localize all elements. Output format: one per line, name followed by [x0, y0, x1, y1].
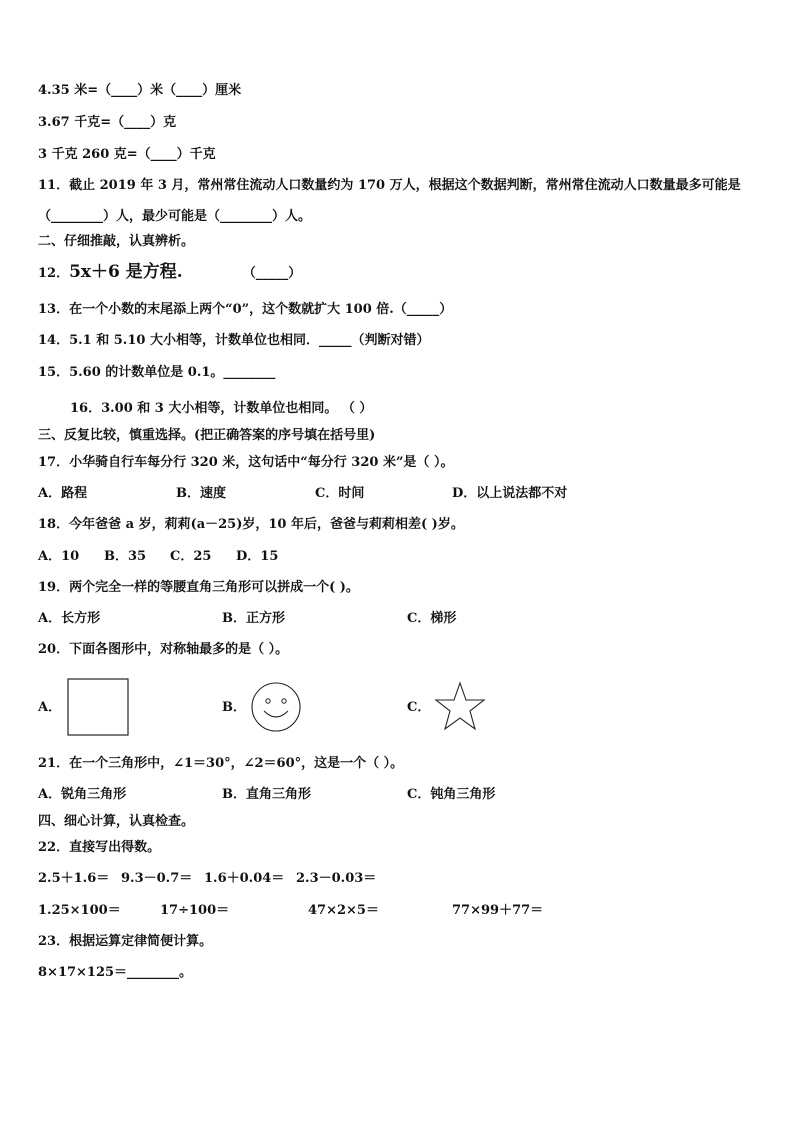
- question-12-number: 12．: [38, 266, 70, 281]
- q21-option-c: C．钝角三角形: [407, 787, 496, 802]
- question-19: 19．两个完全一样的等腰直角三角形可以拼成一个( )。: [38, 580, 359, 595]
- q17-option-a: A．路程: [38, 486, 88, 501]
- q18-option-d: D．15: [236, 549, 279, 564]
- q20-option-a: A．: [38, 700, 62, 715]
- question-22: 22．直接写出得数。: [38, 840, 161, 855]
- q19-option-a: A．长方形: [38, 611, 101, 626]
- q21-option-a: A．锐角三角形: [38, 787, 127, 802]
- question-12-blank: （_____）: [242, 266, 302, 281]
- line-kg-gram-conversion: 3 千克 260 克=（____）千克: [38, 147, 216, 162]
- question-16: 16．3.00 和 3 大小相等，计数单位也相同。 （ ）: [70, 401, 373, 416]
- q19-option-c: C．梯形: [407, 611, 457, 626]
- calc-item: 47×2×5＝: [308, 903, 379, 918]
- question-21: 21．在一个三角形中，∠1＝30°，∠2＝60°，这是一个（ ）。: [38, 756, 404, 771]
- question-15: 15．5.60 的计数单位是 0.1。________: [38, 365, 276, 380]
- q17-option-b: B．速度: [176, 486, 226, 501]
- section-4-heading: 四、细心计算，认真检查。: [38, 814, 195, 829]
- calc-item: 77×99＋77＝: [452, 903, 544, 918]
- q17-option-c: C．时间: [315, 486, 365, 501]
- square-icon: [66, 677, 130, 737]
- line-kilogram-conversion: 3.67 千克=（____）克: [38, 115, 177, 130]
- question-11-line2: （________）人，最少可能是（________）人。: [38, 209, 312, 224]
- question-11-line1: 11．截止 2019 年 3 月，常州常住流动人口数量约为 170 万人，根据这个数据判断，常州常住流动人口数量最多可能是: [38, 178, 741, 193]
- calc-item: 17÷100＝: [160, 903, 230, 918]
- question-20: 20．下面各图形中，对称轴最多的是（ ）。: [38, 642, 289, 657]
- question-23-expression: 8×17×125＝________。: [38, 965, 193, 980]
- calc-item: 9.3－0.7＝: [121, 871, 193, 886]
- question-18: 18．今年爸爸 a 岁，莉莉(a－25)岁，10 年后，爸爸与莉莉相差( )岁。: [38, 517, 464, 532]
- q18-option-c: C．25: [170, 549, 212, 564]
- smiley-face-icon: [250, 681, 302, 733]
- q20-option-c: C．: [407, 700, 431, 715]
- question-13: 13．在一个小数的末尾添上两个“0”，这个数就扩大 100 倍.（_____）: [38, 302, 453, 317]
- question-12-expression: 5x＋6 是方程.: [69, 262, 183, 282]
- line-meter-conversion: 4.35 米=（____）米（____）厘米: [38, 83, 242, 98]
- q20-option-b: B．: [222, 700, 246, 715]
- star-icon: [434, 681, 486, 733]
- q17-option-d: D．以上说法都不对: [452, 486, 568, 501]
- question-12: [38, 264, 301, 282]
- calc-item: 2.5＋1.6＝: [38, 871, 110, 886]
- calc-item: 1.6＋0.04＝: [204, 871, 285, 886]
- question-14: 14．5.1 和 5.10 大小相等，计数单位也相同．_____（判断对错）: [38, 333, 430, 348]
- section-3-heading: 三、反复比较，慎重选择。(把正确答案的序号填在括号里): [38, 428, 376, 443]
- section-2-heading: 二、仔细推敲，认真辨析。: [38, 234, 195, 249]
- question-17: 17．小华骑自行车每分行 320 米，这句话中“每分行 320 米”是（ ）。: [38, 455, 454, 470]
- q21-option-b: B．直角三角形: [222, 787, 311, 802]
- calc-item: 2.3－0.03＝: [296, 871, 377, 886]
- q18-option-a: A．10: [38, 549, 80, 564]
- q18-option-b: B．35: [104, 549, 147, 564]
- q19-option-b: B．正方形: [222, 611, 285, 626]
- question-23: 23．根据运算定律简便计算。: [38, 934, 213, 949]
- calc-item: 1.25×100＝: [38, 903, 121, 918]
